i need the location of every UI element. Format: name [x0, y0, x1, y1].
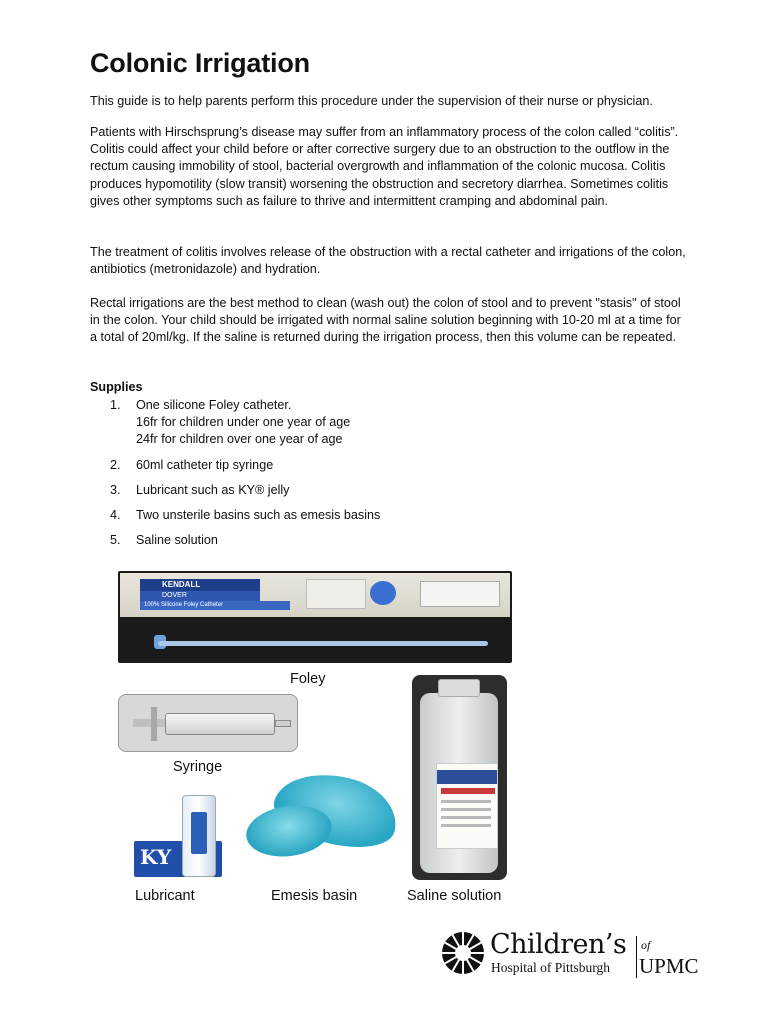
supplies-heading: Supplies [90, 380, 143, 394]
photo-caption: Emesis basin [271, 888, 358, 904]
list-item [110, 482, 530, 499]
saline-label [436, 763, 498, 849]
label-line [441, 808, 491, 811]
list-item [110, 507, 530, 524]
label-line [441, 824, 491, 827]
logo-subtitle: Hospital of Pittsburgh [491, 960, 611, 975]
photo-caption: Foley [290, 671, 326, 687]
syringe-plunger [133, 719, 167, 727]
package-label [306, 579, 366, 609]
list-number: 1. [110, 398, 121, 412]
list-item-text: Saline solution [136, 533, 218, 548]
photo-caption: Syringe [173, 759, 223, 775]
list-item [110, 532, 530, 549]
sunburst-icon [442, 932, 484, 974]
emesis-basin-photo [244, 772, 404, 864]
list-item [110, 457, 530, 474]
syringe-tip [275, 720, 291, 727]
label-band [437, 770, 497, 784]
product-band: 100% Silicone Foley Catheter [140, 601, 290, 610]
label-stripe [441, 788, 495, 794]
saline-solution-photo [412, 675, 507, 880]
page-title: Colonic Irrigation [90, 48, 310, 78]
list-number: 4. [110, 508, 121, 523]
kendall-label [140, 579, 290, 611]
photo-caption: Lubricant [135, 888, 195, 904]
lubricant-tube [182, 795, 216, 877]
logo-name: Children’s [490, 929, 627, 960]
photo-caption: Saline solution [407, 888, 502, 904]
list-item-subtext: 24fr for children over one year of age [136, 432, 343, 447]
list-number: 2. [110, 457, 121, 472]
package-seal [370, 581, 396, 605]
supplies-list [110, 397, 530, 549]
saline-bottle [420, 693, 498, 873]
treatment-paragraph: The treatment of colitis involves release of the obstruction with a rectal catheter and irrigations of the colon, antibiotics (metronidazole) and hydration. [90, 245, 686, 277]
intro-paragraph: This guide is to help parents perform this procedure under the supervision of their nurse or physician. [90, 94, 653, 108]
catheter-tube [158, 641, 488, 646]
logo-of: of [641, 938, 651, 952]
syringe-photo [118, 694, 298, 752]
logo-upmc: UPMC [639, 954, 699, 978]
syringe-flange [151, 707, 157, 741]
syringe-barrel [165, 713, 275, 735]
list-item-text: One silicone Foley catheter. [136, 398, 292, 412]
brand-text: KENDALL [140, 579, 260, 591]
list-item-text: Lubricant such as KY® jelly [136, 482, 290, 497]
list-item-text: 60ml catheter tip syringe [136, 457, 274, 472]
list-item-subtext: 16fr for children under one year of age [136, 415, 351, 430]
tube-stripe [191, 812, 207, 854]
label-line [441, 800, 491, 803]
bottle-cap [438, 679, 480, 697]
list-number: 3. [110, 482, 121, 497]
colitis-paragraph: Patients with Hirschsprung’s disease may suffer from an inflammatory process of the colon called “colitis”. Colitis could affect your child before or after corrective surgery due to an obstruction to the outflow in the rectum causing immobility of stool, bacterial overgrowth and inflammation of the colonic mucosa. Colitis produces hypomotility (slow transit) worsening the obstruction and secretory diarrhea. Sometimes colitis gives other symptoms such as failure to thrive and intermittent cramping and abdominal pain. [90, 125, 679, 208]
list-item [110, 397, 530, 449]
brand-subtext: DOVER [140, 591, 260, 601]
lubricant-photo [134, 795, 230, 881]
irrigation-paragraph: Rectal irrigations are the best method to clean (wash out) the colon of stool and to prevent "stasis" of stool in the colon. Your child should be irrigated with normal saline solution beginning with 10-20 ml at a time for a total of 20ml/kg. If the saline is returned during the irrigation process, then this volume can be repeated. [90, 296, 681, 345]
foley-catheter-photo [118, 571, 512, 663]
label-line [441, 816, 491, 819]
ky-logo-text: KY [140, 845, 172, 869]
logo-divider [636, 936, 637, 978]
list-item-text: Two unsterile basins such as emesis basins [136, 508, 381, 523]
list-number: 5. [110, 533, 121, 548]
package-sticker [420, 581, 500, 607]
foley-package [120, 573, 510, 617]
hospital-logo [440, 929, 699, 982]
